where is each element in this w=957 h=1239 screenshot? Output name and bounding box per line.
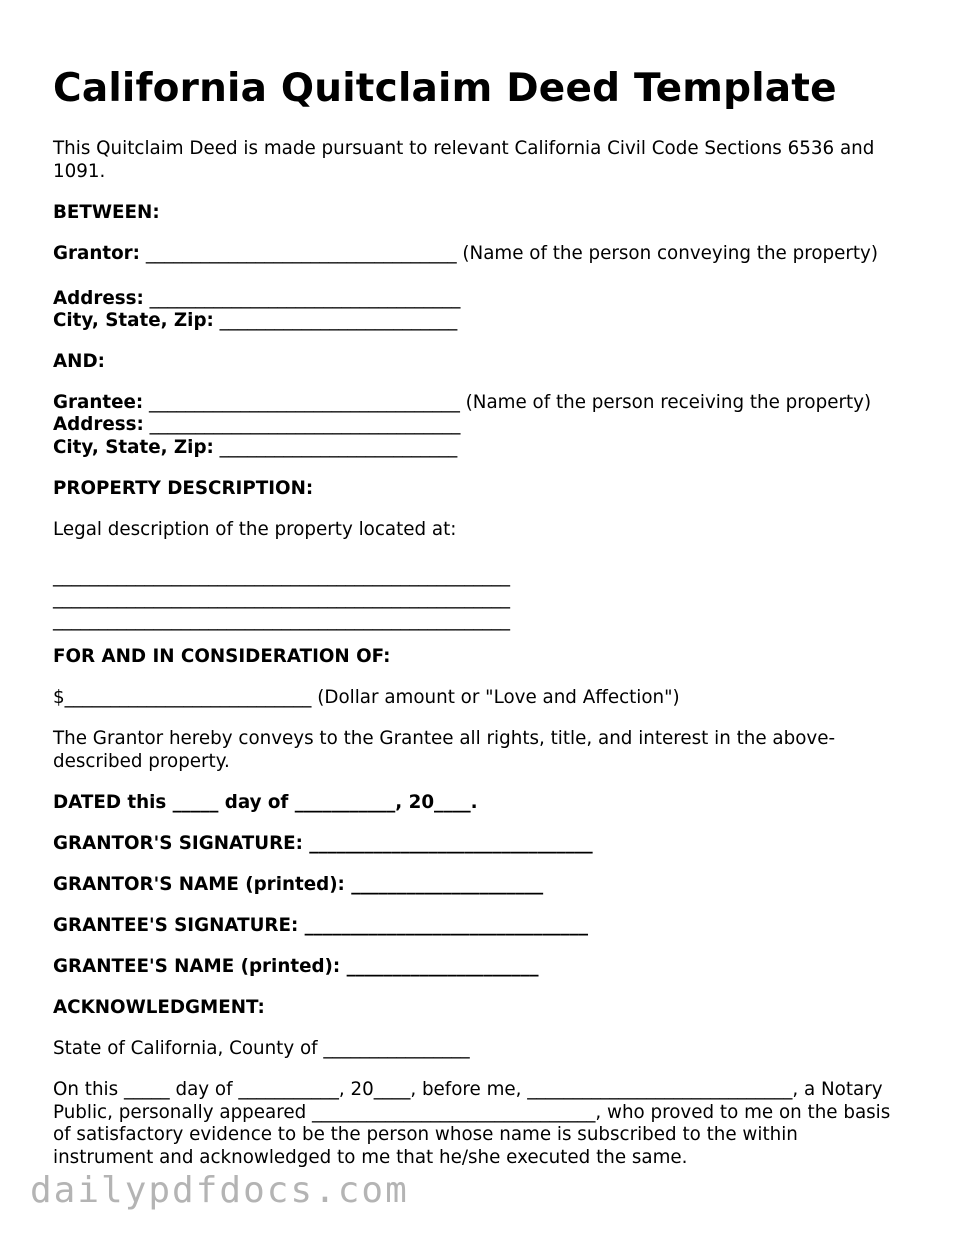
consideration-heading: FOR AND IN CONSIDERATION OF: — [53, 646, 391, 667]
grantee-name-label: Grantee: — [53, 392, 144, 413]
grantee-city-label: City, State, Zip: — [53, 437, 214, 458]
grantor-city-label: City, State, Zip: — [53, 310, 214, 331]
conveyance-paragraph: The Grantor hereby conveys to the Grantee all rights, title, and interest in the above-described property. — [53, 728, 836, 772]
grantee-address-label: Address: — [53, 414, 144, 435]
acknowledgment-heading: ACKNOWLEDGMENT: — [53, 997, 265, 1018]
grantee-city-field — [53, 437, 457, 460]
grantor-signature-line: GRANTOR'S SIGNATURE: _______________________________ — [53, 833, 593, 854]
grantee-address-field — [53, 414, 460, 437]
dated-line: DATED this _____ day of ___________, 20____. — [53, 792, 478, 813]
grantee-name-note: (Name of the person receiving the property) — [465, 392, 872, 413]
grantor-name-line: __________________________________ — [145, 243, 457, 264]
grantor-printed-name-line: GRANTOR'S NAME (printed): _____________________ — [53, 874, 544, 895]
grantor-name-label: Grantor: — [53, 243, 140, 264]
between-heading: BETWEEN: — [53, 202, 160, 223]
grantor-name-field — [53, 243, 903, 266]
property-line-1: __________________________________________________ — [53, 566, 511, 587]
grantor-address-field — [53, 288, 460, 311]
grantor-address-label: Address: — [53, 288, 144, 309]
watermark-text: dailypdfdocs.com — [30, 1170, 409, 1211]
grantor-city-line: __________________________ — [219, 310, 458, 331]
grantee-name-field — [53, 392, 871, 415]
acknowledgment-county-line: State of California, County of ________________ — [53, 1038, 470, 1059]
grantee-signature-line: GRANTEE'S SIGNATURE: _______________________________ — [53, 915, 589, 936]
grantee-city-line: __________________________ — [219, 437, 458, 458]
grantee-printed-name-line: GRANTEE'S NAME (printed): _____________________ — [53, 956, 539, 977]
grantee-name-line: __________________________________ — [149, 392, 460, 413]
property-line-2: __________________________________________________ — [53, 588, 511, 609]
grantor-name-note: (Name of the person conveying the property) — [462, 243, 878, 264]
intro-paragraph: This Quitclaim Deed is made pursuant to relevant California Civil Code Sections 6536 and 1091. — [53, 138, 875, 182]
property-line-3: __________________________________________________ — [53, 610, 511, 631]
acknowledgment-body: On this _____ day of ___________, 20____, before me, _____________________________, a Notary Public, personally appeared _______________________________, who proved to me on the basis of satisfactory evidence to be the person whose name is subscribed to the within instrument and acknowledged to me that he/she executed the same. — [53, 1079, 891, 1168]
property-intro: Legal description of the property located at: — [53, 519, 457, 540]
grantor-address-line: __________________________________ — [149, 288, 461, 309]
document-title: California Quitclaim Deed Template — [53, 66, 837, 111]
consideration-amount-line: $___________________________ (Dollar amount or "Love and Affection") — [53, 687, 680, 708]
grantor-city-field — [53, 310, 457, 333]
and-heading: AND: — [53, 351, 105, 372]
property-heading: PROPERTY DESCRIPTION: — [53, 478, 314, 499]
grantee-address-line: __________________________________ — [149, 414, 461, 435]
